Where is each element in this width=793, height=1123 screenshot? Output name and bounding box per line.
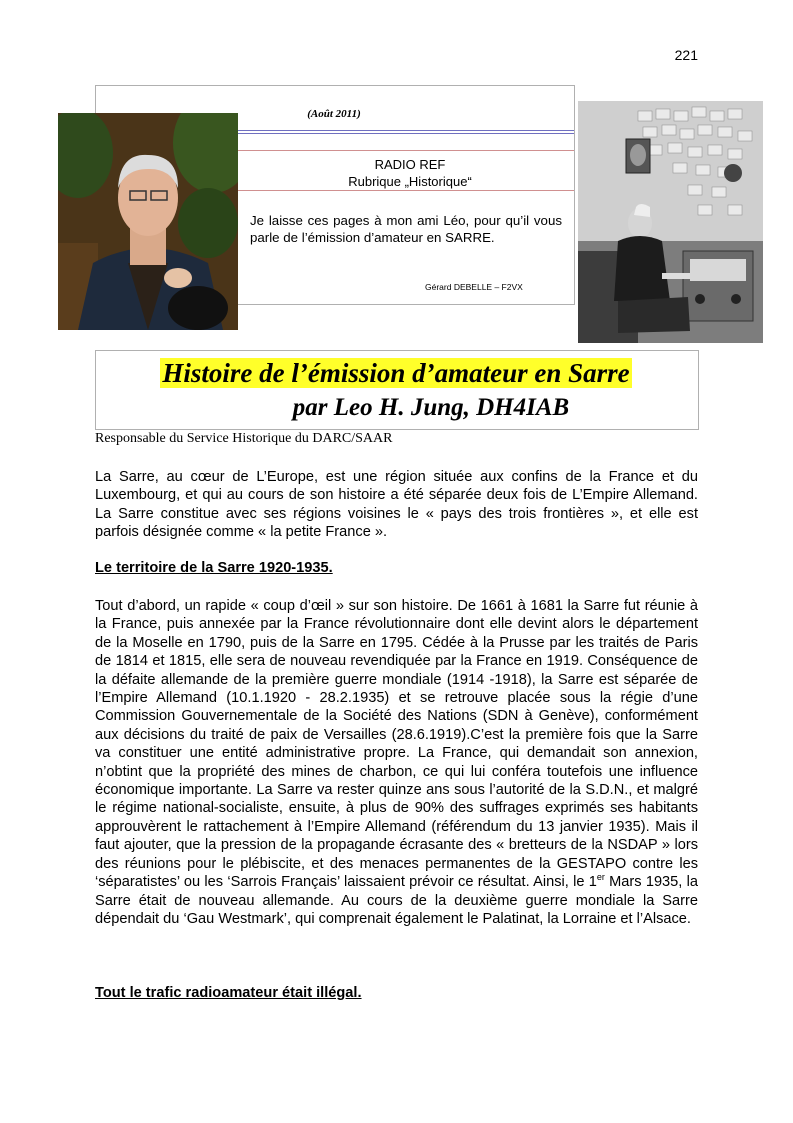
intro-paragraph: La Sarre, au cœur de L’Europe, est une région située aux confins de la France et du Luxembourg, et qui au cours de son histoire a été séparée deux fois de L’Empire Allemand. La Sarre constitue avec ses régions voisines le « pays des trois frontières », et elle est parfois désignée comme « la petite France ».	[95, 469, 698, 541]
section-heading-illegal: Tout le trafic radioamateur était illégal.	[95, 985, 362, 1001]
historical-radio-photo	[578, 101, 763, 343]
editor-signature: Gérard DEBELLE – F2VX	[425, 282, 523, 292]
ordinal-superscript: er	[596, 872, 605, 883]
page-number: 221	[674, 47, 698, 63]
history-text-part2: Mars 1935, la Sarre était de nouveau allemande. Au cours de la deuxième guerre mondiale la Sarre dépendait du ‘Gau Westmark’, qui comprenait également le Palatinat, la Lorraine et l’Alsace.	[95, 874, 698, 927]
publication-name: RADIO REF	[374, 157, 446, 172]
history-text-part1: Tout d’abord, un rapide « coup d’œil » sur son histoire. De 1661 à 1681 la Sarre fut réunie à la France, puis annexée par la France révolutionnaire dont elle devint alors le département de la Moselle en 1790, puis de la Sarre en 1795. Cédée à la Prusse par les traités de Paris de 1814 et 1815, elle sera de nouveau revendiquée par la France en 1919. Conséquence de la défaite allemande de la première guerre mondiale (1914 -1918), la Sarre est séparée de l’Empire Allemand (10.1.1920 - 28.2.1935) et se retrouve placée sous la régie d’une Commission Gouvernementale de la Société des Nations (SDN à Genève), conformément aux décisions du traité de paix de Versailles (28.6.1919).C’est la première fois que la Sarre va constituer une entité administrative propre. La France, qui demandait son annexion, n’obtint que la propriété des mines de charbon, ce qui lui conféra toutefois une influence économique importante. La Sarre va rester quinze ans sous l’autorité de la S.D.N., et malgré le régime national-socialiste, ensuite, à plus de 90% des suffrages exprimés ses habitants approuvèrent le rattachement à l’Empire Allemand (référendum du 13 janvier 1935). Mais il faut ajouter, que la pression de la propagande écrasante des « bretteurs de la NSDAP » lors des réunions pour le plébiscite, et des menaces permanentes de la GESTAPO contre les ‘séparatistes’ ou les ‘Sarrois Français’ laissaient prévoir ce résultat. Ainsi, le 1	[95, 598, 698, 891]
history-paragraph	[95, 597, 698, 928]
article-byline: par Leo H. Jung, DH4IAB	[292, 394, 570, 421]
rubrique-label: Rubrique „Historique“	[348, 174, 472, 189]
author-portrait-photo	[58, 113, 238, 330]
article-title	[95, 358, 697, 389]
section-heading-territory: Le territoire de la Sarre 1920-1935.	[95, 560, 333, 576]
issue-date: (Août 2011)	[307, 108, 361, 120]
article-title-text: Histoire de l’émission d’amateur en Sarre	[162, 358, 630, 388]
author-role: Responsable du Service Historique du DARC/SAAR	[95, 431, 393, 446]
editor-intro: Je laisse ces pages à mon ami Léo, pour qu’il vous parle de l’émission d’amateur en SARRE.	[250, 213, 562, 245]
